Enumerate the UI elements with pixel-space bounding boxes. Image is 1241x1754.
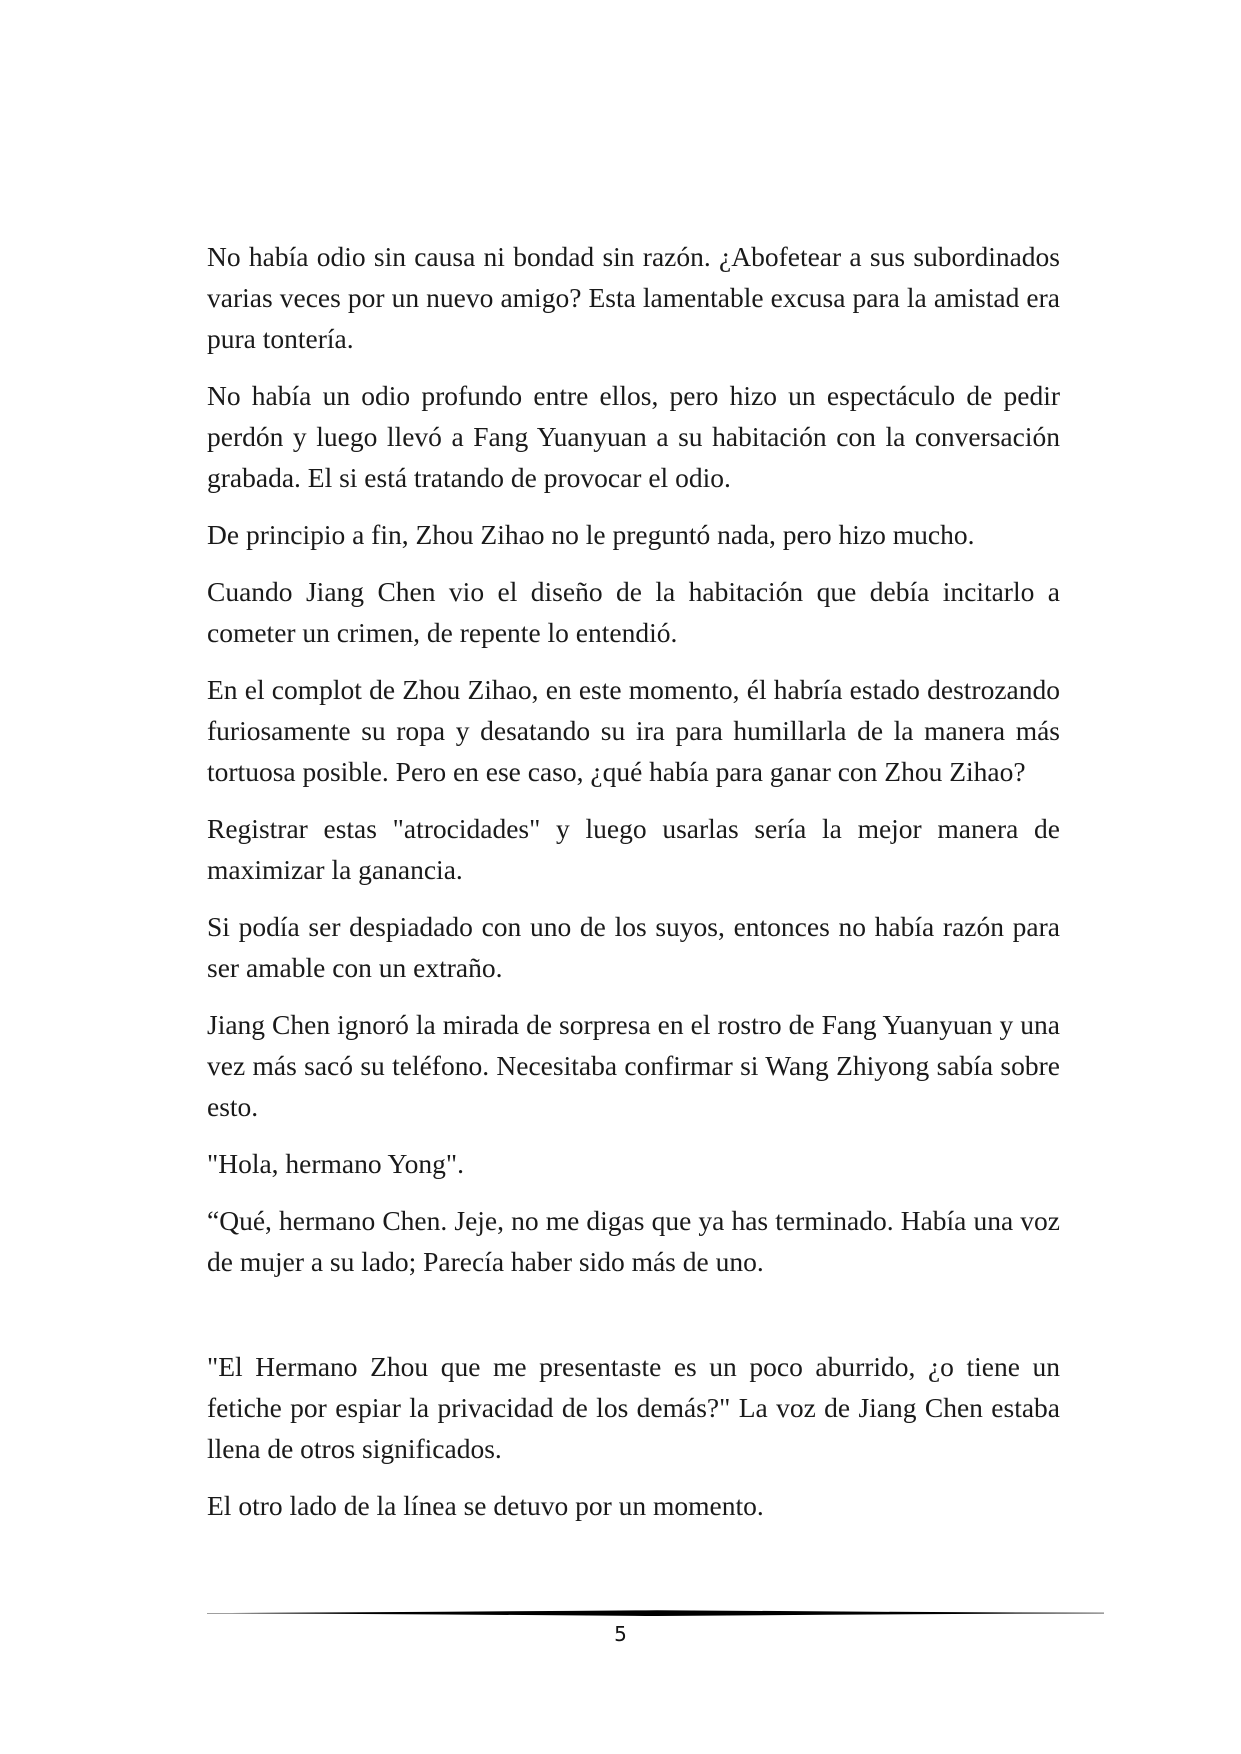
paragraph: Jiang Chen ignoró la mirada de sorpresa en el rostro de Fang Yuanyuan y una vez más sacó su teléfono. Necesitaba confirmar si Wang Zhiyong sabía sobre esto.	[207, 1009, 1060, 1122]
paragraph: El otro lado de la línea se detuvo por un momento.	[207, 1490, 764, 1521]
paragraph: "El Hermano Zhou que me presentaste es un poco aburrido, ¿o tiene un fetiche por espiar la privacidad de los demás?" La voz de Jiang Chen estaba llena de otros significados.	[207, 1351, 1060, 1464]
paragraph: De principio a fin, Zhou Zihao no le preguntó nada, pero hizo mucho.	[207, 519, 975, 550]
page-number: 5	[614, 1622, 627, 1646]
paragraph: En el complot de Zhou Zihao, en este momento, él habría estado destrozando furiosamente su ropa y desatando su ira para humillarla de la manera más tortuosa posible. Pero en ese caso, ¿qué había para ganar con Zhou Zihao?	[207, 674, 1060, 787]
paragraph: No había un odio profundo entre ellos, pero hizo un espectáculo de pedir perdón y luego llevó a Fang Yuanyuan a su habitación con la conversación grabada. El si está tratando de provocar el odio.	[207, 380, 1060, 493]
footer-divider	[207, 1606, 1104, 1620]
paragraph: "Hola, hermano Yong".	[207, 1148, 464, 1179]
paragraph: Cuando Jiang Chen vio el diseño de la habitación que debía incitarlo a cometer un crimen, de repente lo entendió.	[207, 576, 1060, 648]
paragraph: No había odio sin causa ni bondad sin razón. ¿Abofetear a sus subordinados varias veces por un nuevo amigo? Esta lamentable excusa para la amistad era pura tontería.	[207, 241, 1060, 354]
body-text	[207, 236, 1060, 1542]
footer-divider-stroke	[207, 1610, 1104, 1616]
paragraph: Si podía ser despiadado con uno de los suyos, entonces no había razón para ser amable con un extraño.	[207, 911, 1060, 983]
paragraph: “Qué, hermano Chen. Jeje, no me digas que ya has terminado. Había una voz de mujer a su lado; Parecía haber sido más de uno.	[207, 1205, 1060, 1277]
paragraph: Registrar estas "atrocidades" y luego usarlas sería la mejor manera de maximizar la ganancia.	[207, 813, 1060, 885]
